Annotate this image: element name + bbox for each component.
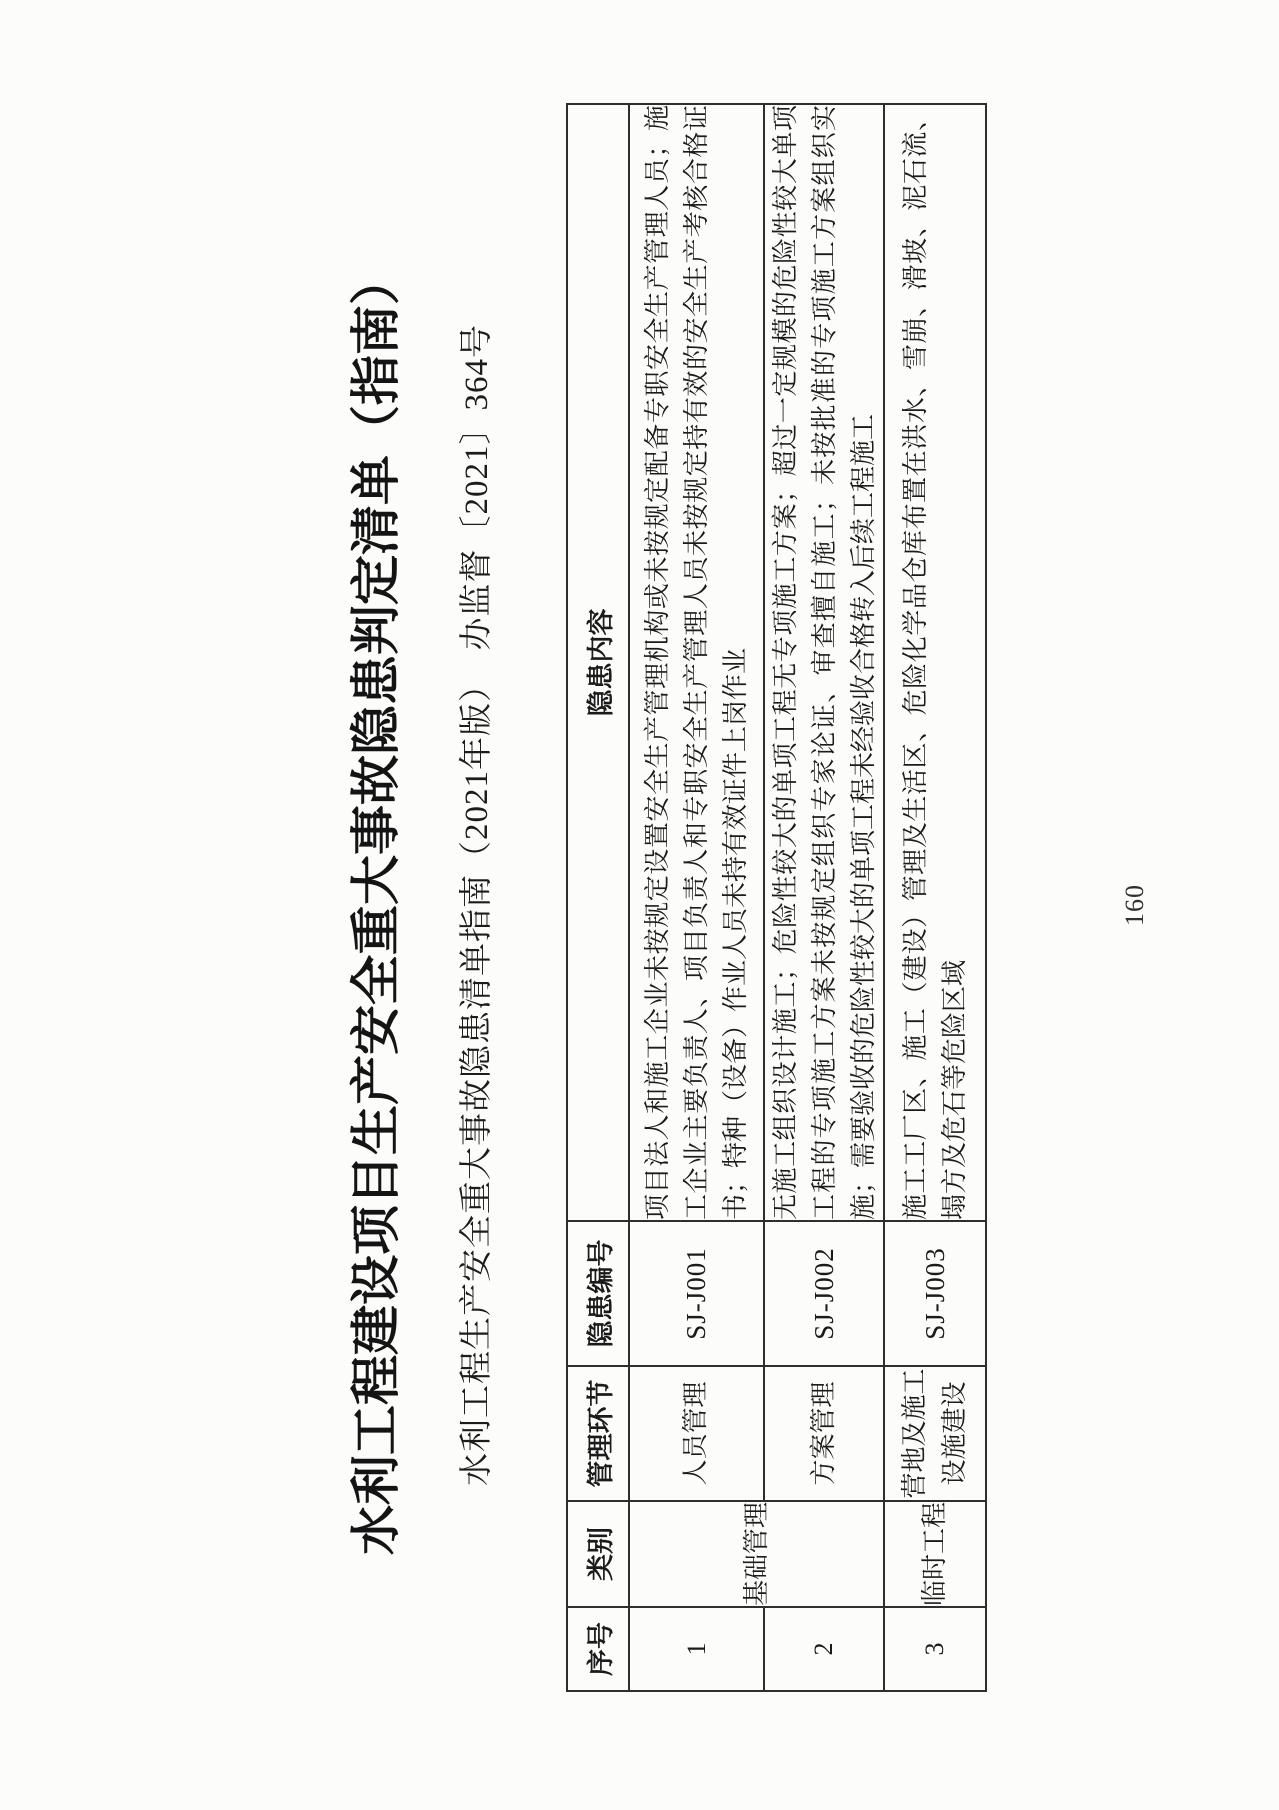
row3-hazard-content: 施工工厂区、施工（建设）管理及生活区、危险化学品仓库布置在洪水、雪崩、滑坡、泥石流、塌方及危石等危险区域 (884, 104, 986, 1221)
row1-hazard-code: SJ-J001 (629, 1221, 764, 1366)
row2-hazard-content: 无施工组织设计施工；危险性较大的单项工程无专项施工方案；超过一定规模的危险性较大单项工程的专项施工方案未按规定组织专家论证、审查擅自施工；未按批准的专项施工方案组织实施；需要验收的危险性较大的单项工程未经验收合格转入后续工程施工 (764, 104, 884, 1221)
table-row-1 (629, 104, 764, 1691)
header-seq: 序号 (567, 1607, 629, 1691)
table-row-2 (764, 104, 884, 1691)
hazard-table (566, 103, 987, 1692)
header-hazard-content: 隐患内容 (567, 104, 629, 1221)
row1-management-link: 人员管理 (629, 1366, 764, 1501)
row1-hazard-content: 项目法人和施工企业未按规定设置安全生产管理机构或未按规定配备专职安全生产管理人员；施工企业主要负责人、项目负责人和专职安全生产管理人员未按规定持有效的安全生产考核合格证书；特种（设备）作业人员未持有效证件上岗作业 (629, 104, 764, 1221)
row2-seq: 2 (764, 1607, 884, 1691)
page-number: 160 (1120, 884, 1149, 926)
header-category: 类别 (567, 1501, 629, 1607)
row3-hazard-code: SJ-J003 (884, 1221, 986, 1366)
document-title: 水利工程建设项目生产安全重大事故隐患判定清单（指南） (348, 255, 404, 1555)
table-header-row (567, 104, 629, 1691)
row1-category-merged: 基础管理 (629, 1501, 884, 1607)
row1-seq: 1 (629, 1607, 764, 1691)
table-row-3 (884, 104, 986, 1691)
row3-management-link: 营地及施工设施建设 (884, 1366, 986, 1501)
row2-hazard-code: SJ-J002 (764, 1221, 884, 1366)
row3-category: 临时工程 (884, 1501, 986, 1607)
row3-seq: 3 (884, 1607, 986, 1691)
row2-management-link: 方案管理 (764, 1366, 884, 1501)
header-hazard-code: 隐患编号 (567, 1221, 629, 1366)
document-subtitle: 水利工程生产安全重大事故隐患清单指南（2021年版） 办监督〔2021〕364号 (459, 324, 495, 1486)
header-management-link: 管理环节 (567, 1366, 629, 1501)
